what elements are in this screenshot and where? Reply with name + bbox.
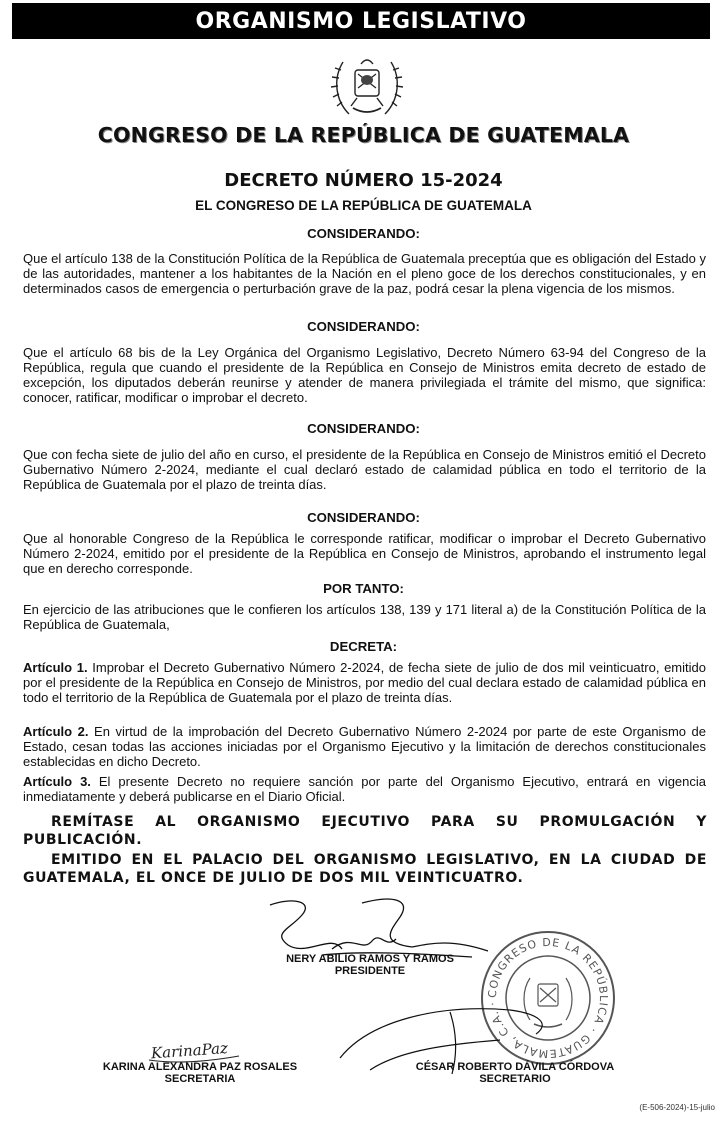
- issuer-heading: EL CONGRESO DE LA REPÚBLICA DE GUATEMALA: [195, 198, 532, 213]
- article-label: Artículo 3.: [23, 774, 91, 789]
- secretary-left-name: KARINA ALEXANDRA PAZ ROSALES: [102, 1061, 298, 1073]
- article-text: En virtud de la improbación del Decreto Gubernativo Número 2-2024 por parte de este Organismo de Estado, cesan todas las acciones iniciadas por el Organismo Ejecutivo y la limitación de derechos constitucionales establecidas en dicho Decreto.: [23, 724, 707, 769]
- congress-title: CONGRESO DE LA REPÚBLICA DE GUATEMALA: [97, 123, 630, 147]
- considerando-text: Que con fecha siete de julio del año en curso, el presidente de la República en Consejo de Ministros emitió el Decreto Gubernativo Número 2-2024, mediante el cual declaró estado de calamidad pública en todo el territorio de la República de Guatemala por el plazo de treinta días.: [23, 447, 706, 492]
- svg-text:KarinaPaz: KarinaPaz: [150, 1039, 229, 1063]
- decree-number: DECRETO NÚMERO 15-2024: [224, 170, 503, 191]
- considerando-heading: CONSIDERANDO:: [307, 319, 420, 334]
- article-label: Artículo 2.: [23, 724, 89, 739]
- considerando-heading: CONSIDERANDO:: [307, 226, 420, 241]
- coat-of-arms-icon: [327, 48, 407, 122]
- considerando-text: Que el artículo 68 bis de la Ley Orgánica del Organismo Legislativo, Decreto Número 63-94 del Congreso de la República, regula que cuando el presidente de la República en Consejo de Ministros emita decreto de estado de excepción, los diputados deberán reunirse y atender de manera privilegiada el trámite del mismo, que significa: conocer, ratificar, modificar o improbar el decreto.: [23, 345, 706, 405]
- por-tanto-text: En ejercicio de las atribuciones que le confieren los artículos 138, 139 y 171 literal a) de la Constitución Política de la República de Guatemala,: [23, 602, 706, 632]
- article-2: [23, 724, 706, 769]
- por-tanto-heading: POR TANTO:: [323, 581, 404, 596]
- president-name: NERY ABILIO RAMOS Y RAMOS: [286, 953, 454, 965]
- considerando-text: Que al honorable Congreso de la República le corresponde ratificar, modificar o improbar el Decreto Gubernativo Número 2-2024, emitido por el presidente de la República en Consejo de Ministros, aprobando el instrumento legal que en derecho corresponde.: [23, 531, 706, 576]
- svg-text:CONGRESO DE LA REPÚBLICA · GUA: CONGRESO DE LA REPÚBLICA · GUATEMALA, C.A. ·: [485, 935, 611, 1061]
- president-title: PRESIDENTE: [334, 965, 406, 977]
- article-label: Artículo 1.: [23, 660, 88, 675]
- secretary-right-name: CÉSAR ROBERTO DÁVILA CÓRDOVA: [415, 1061, 615, 1073]
- emitido-text: EMITIDO EN EL PALACIO DEL ORGANISMO LEGISLATIVO, EN LA CIUDAD DE GUATEMALA, EL ONCE DE JULIO DE DOS MIL VEINTICUATRO.: [23, 852, 707, 886]
- considerando-text: Que el artículo 138 de la Constitución Política de la República de Guatemala preceptúa que es obligación del Estado y de las autoridades, mantener a los habitantes de la Nación en el pleno goce de los derechos constitucionales, y en determinados casos de emergencia o perturbación grave de la paz, podrá cesar la plena vigencia de los mismos.: [23, 251, 706, 296]
- considerando-heading: CONSIDERANDO:: [307, 510, 420, 525]
- secretary-right-title: SECRETARIO: [479, 1073, 551, 1085]
- article-text: Improbar el Decreto Gubernativo Número 2-2024, de fecha siete de julio de dos mil veinticuatro, emitido por el presidente de la República en Consejo de Ministros, por medio del cual declara estado de calamidad pública en todo el territorio de la República de Guatemala por el plazo de treinta días.: [23, 660, 706, 705]
- article-1: [23, 660, 706, 705]
- remitase-text: REMÍTASE AL ORGANISMO EJECUTIVO PARA SU PROMULGACIÓN Y PUBLICACIÓN.: [23, 814, 707, 848]
- article-text: El presente Decreto no requiere sanción por parte del Organismo Ejecutivo, entrará en vigencia inmediatamente y deberá publicarse en el Diario Oficial.: [23, 774, 706, 804]
- considerando-heading: CONSIDERANDO:: [307, 421, 420, 436]
- footer-reference: (E-506-2024)-15-julio: [639, 1103, 715, 1112]
- article-3: [23, 774, 706, 804]
- secretary-left-title: SECRETARIA: [164, 1073, 236, 1085]
- decreta-heading: DECRETA:: [329, 639, 398, 654]
- banner: ORGANISMO LEGISLATIVO: [12, 3, 710, 39]
